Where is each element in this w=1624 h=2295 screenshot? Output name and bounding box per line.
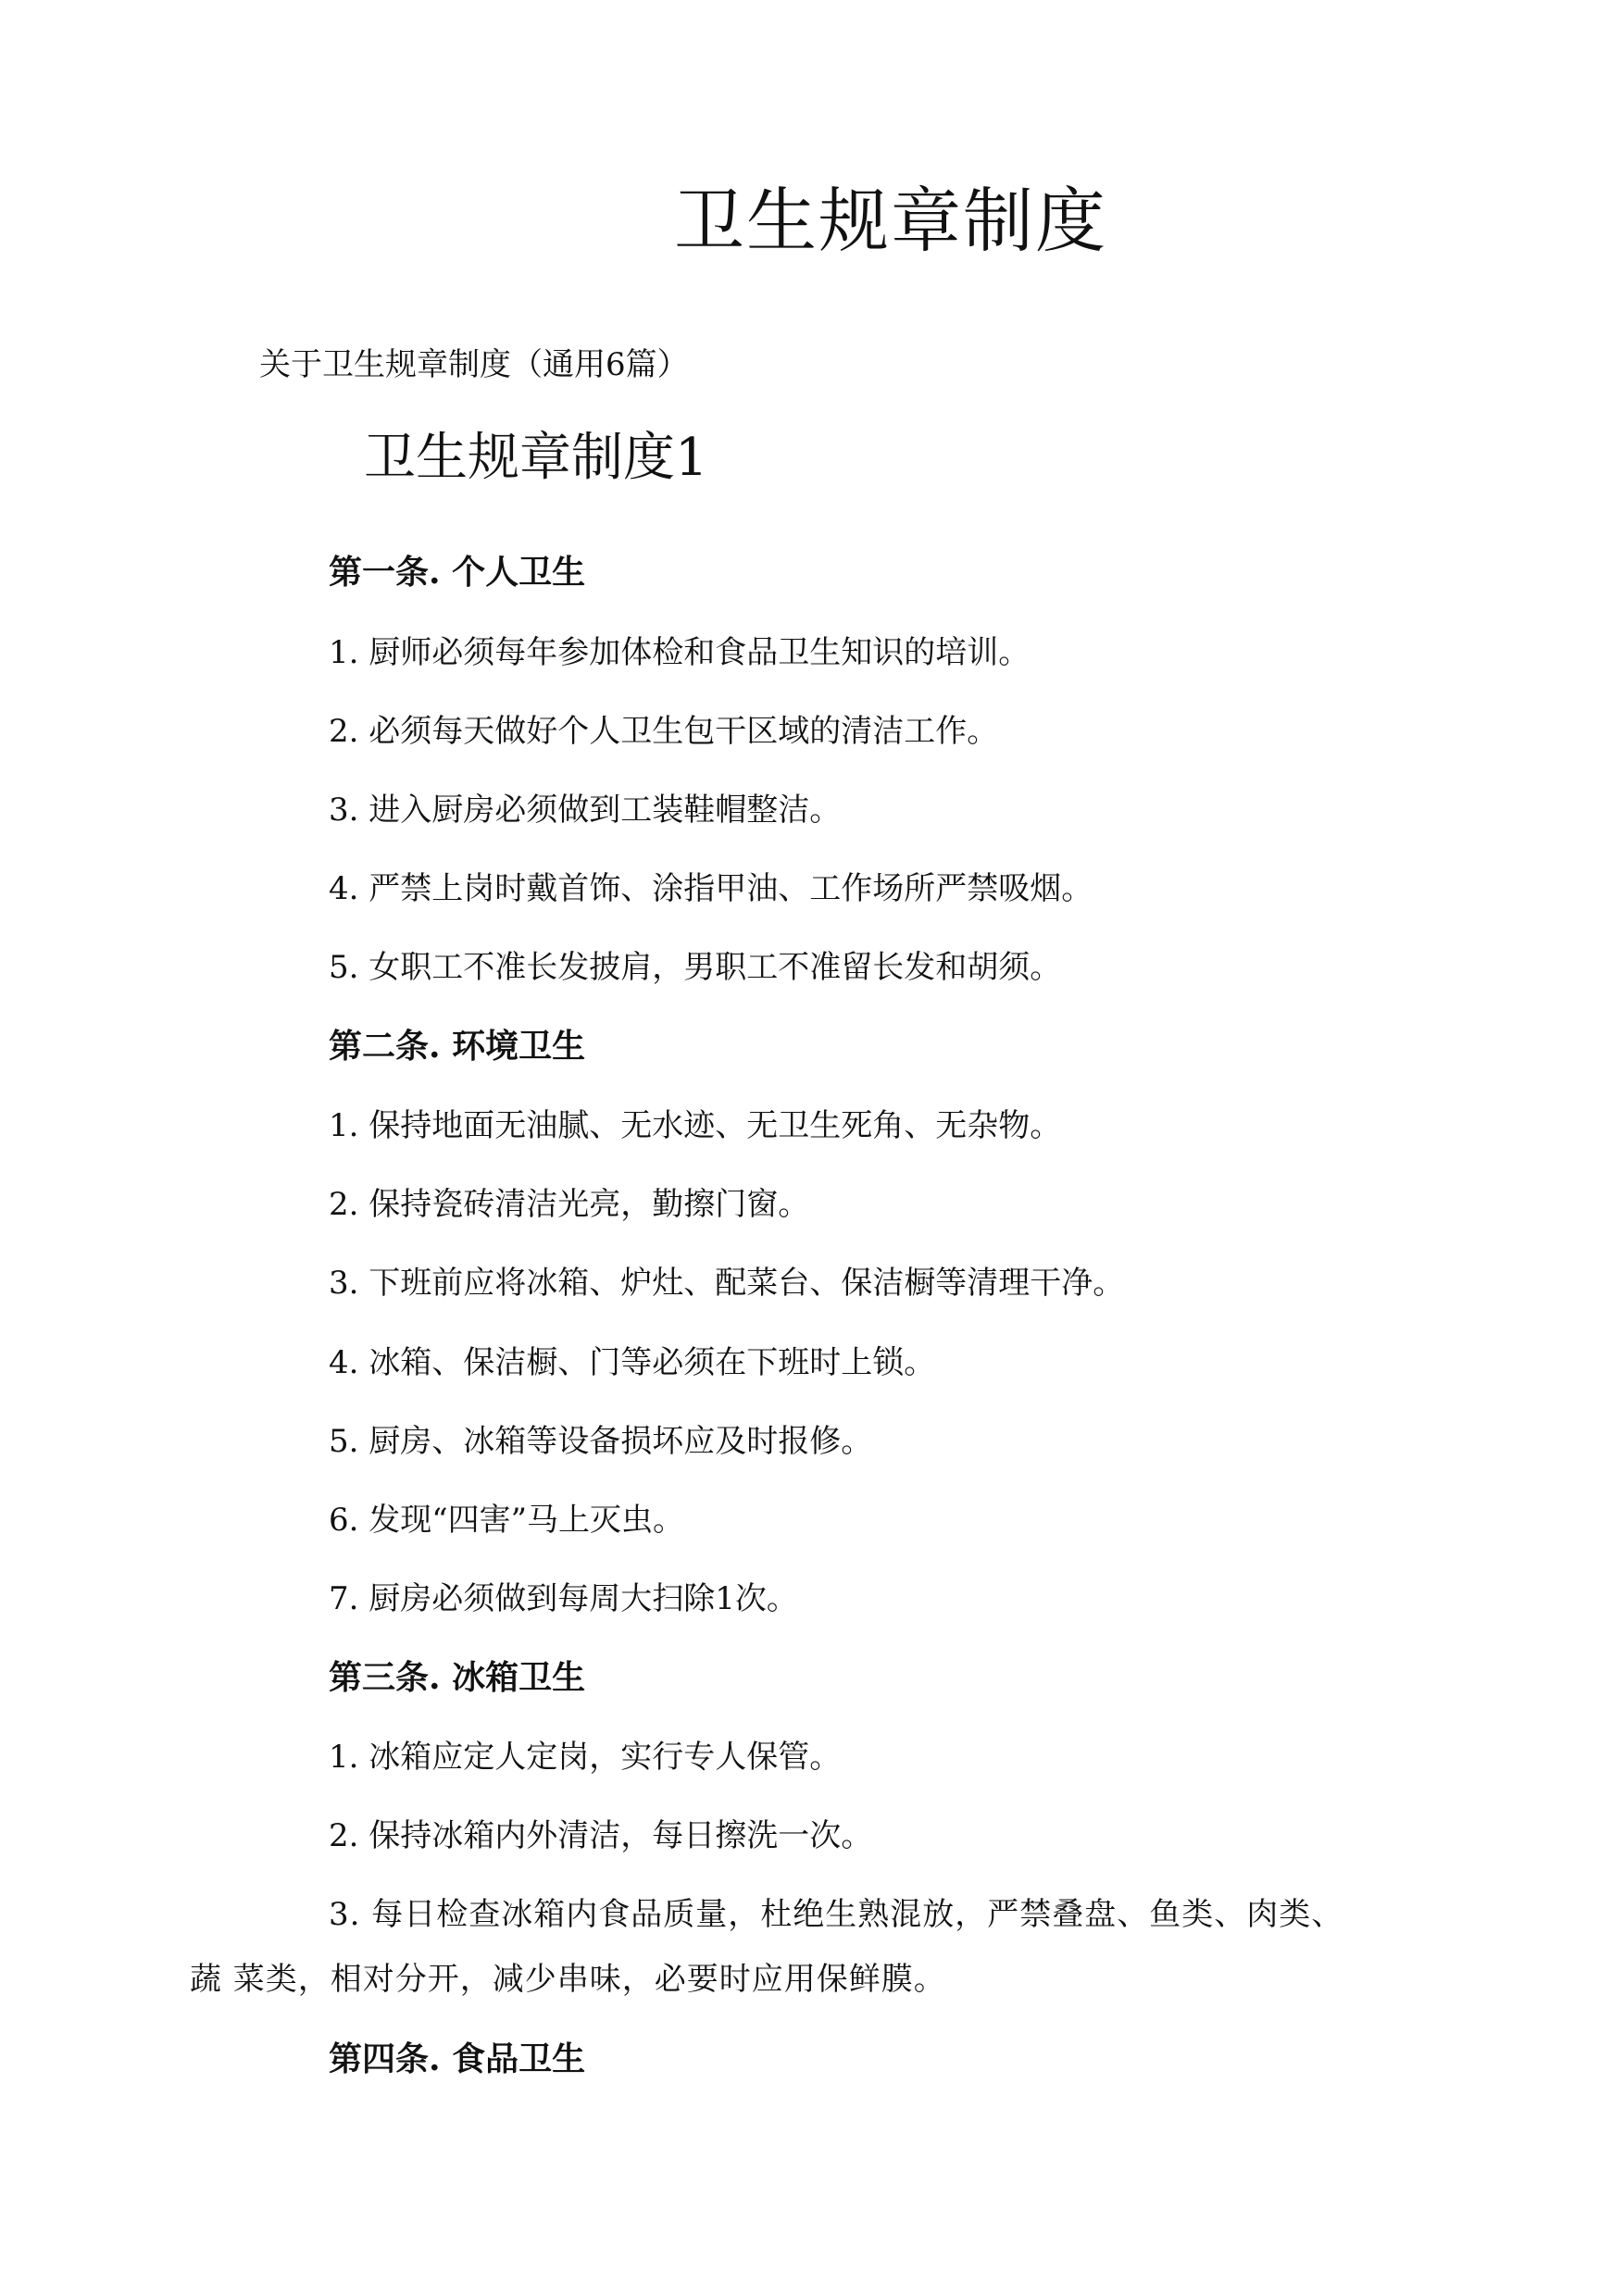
list-item-line-1: 3. 每日检查冰箱内食品质量，杜绝生熟混放，严禁叠盘、鱼类、肉类、 xyxy=(329,1896,1344,1933)
list-item: 3. 下班前应将冰箱、炉灶、配菜台、保洁橱等清理干净。 xyxy=(329,1265,1125,1302)
section-heading: 第四条. 食品卫生 xyxy=(329,2039,586,2078)
list-item: 2. 保持瓷砖清洁光亮，勤擦门窗。 xyxy=(329,1186,810,1223)
list-item: 7. 厨房必须做到每周大扫除1次。 xyxy=(329,1580,798,1617)
list-item: 2. 保持冰箱内外清洁，每日擦洗一次。 xyxy=(329,1817,873,1854)
list-item: 6. 发现“四害”马上灭虫。 xyxy=(329,1502,685,1539)
section-heading: 第三条. 冰箱卫生 xyxy=(329,1658,586,1697)
section-heading: 第一条. 个人卫生 xyxy=(329,553,586,592)
document-title: 卫生规章制度 xyxy=(674,180,1107,262)
list-item: 1. 冰箱应定人定岗，实行专人保管。 xyxy=(329,1739,842,1776)
list-item-line-2: 蔬 菜类，相对分开，减少串味，必要时应用保鲜膜。 xyxy=(190,1961,946,1998)
section-heading: 第二条. 环境卫生 xyxy=(329,1027,586,1066)
list-item: 2. 必须每天做好个人卫生包干区域的清洁工作。 xyxy=(329,713,999,750)
list-item: 1. 厨师必须每年参加体检和食品卫生知识的培训。 xyxy=(329,634,1031,671)
list-item: 4. 冰箱、保洁橱、门等必须在下班时上锁。 xyxy=(329,1344,936,1381)
list-item: 5. 女职工不准长发披肩，男职工不准留长发和胡须。 xyxy=(329,949,1062,986)
chapter-heading: 卫生规章制度1 xyxy=(364,428,708,488)
list-item: 4. 严禁上岗时戴首饰、涂指甲油、工作场所严禁吸烟。 xyxy=(329,870,1093,907)
list-item: 3. 进入厨房必须做到工装鞋帽整洁。 xyxy=(329,792,842,829)
document-subtitle: 关于卫生规章制度（通用6篇） xyxy=(259,346,689,383)
list-item: 5. 厨房、冰箱等设备损坏应及时报修。 xyxy=(329,1423,873,1460)
list-item: 1. 保持地面无油腻、无水迹、无卫生死角、无杂物。 xyxy=(329,1107,1062,1144)
